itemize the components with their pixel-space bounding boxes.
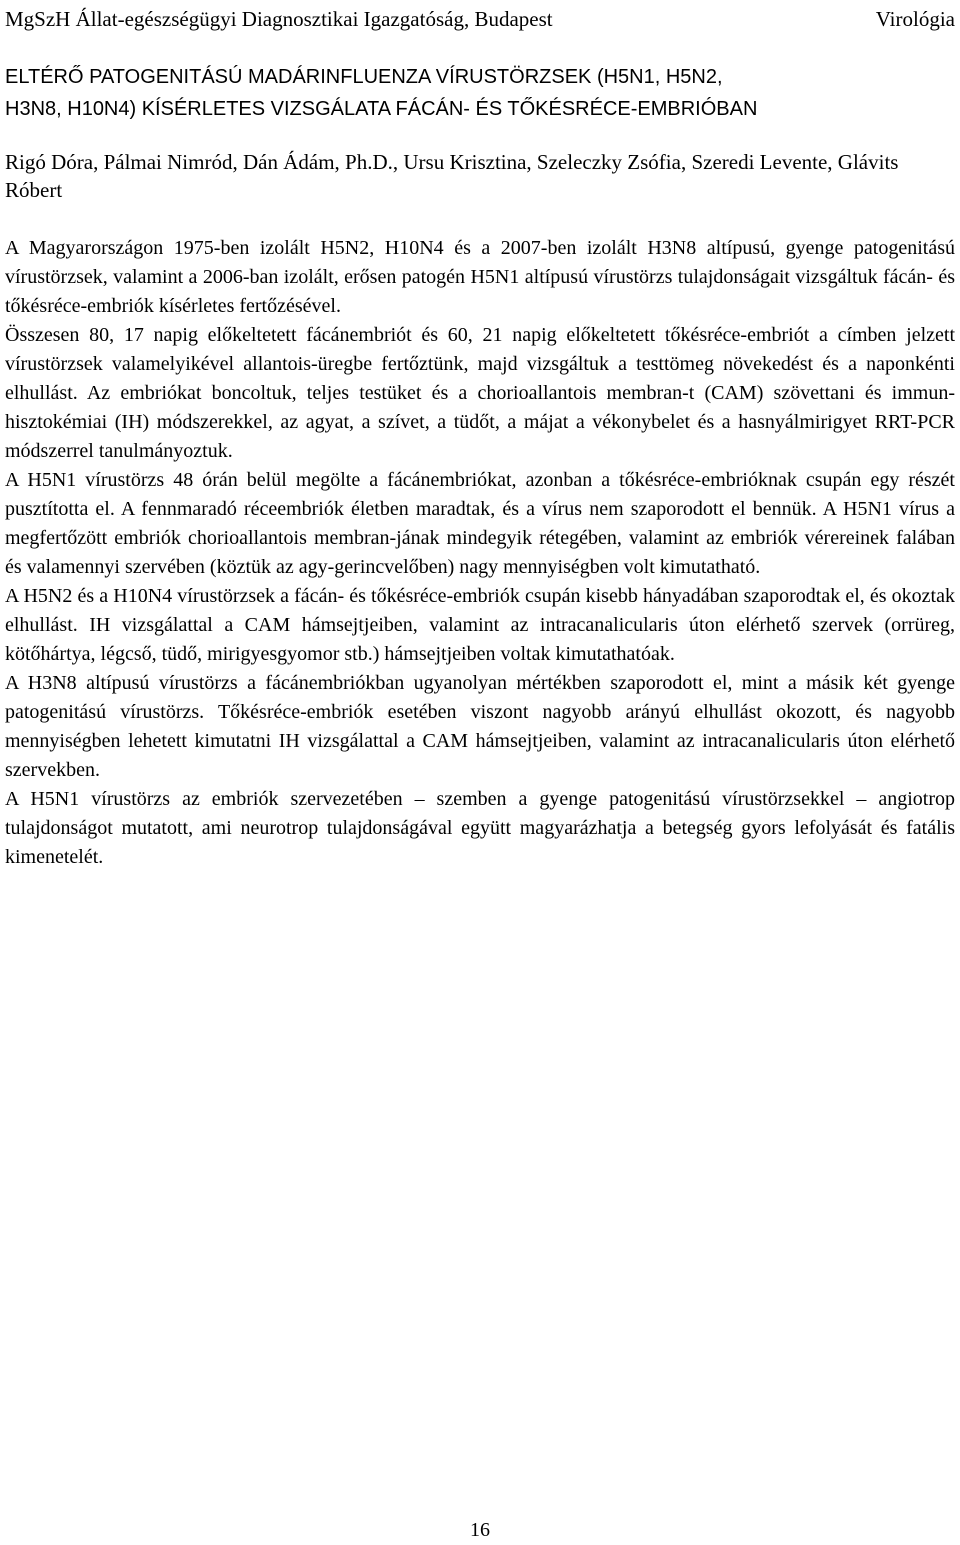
article-title-line-2: H3N8, H10N4) KÍSÉRLETES VIZSGÁLATA FÁCÁN- ÉS TŐKÉSRÉCE-EMBRIÓBAN <box>5 98 758 120</box>
article-title <box>5 61 955 125</box>
paragraph-h5n2-h10n4-results: A H5N2 és a H10N4 vírustörzsek a fácán- és tőkésréce-embriók csupán kisebb hányadában szaporodtak el, és okoztak elhullást. IH vizsgálattal a CAM hámsejtjeiben, valamint az intracanalicularis úton elérhető szervek (orrüreg, kötőhártya, légcső, tüdő, mirigyesgyomor stb.) hámsejtjeiben voltak kimutathatóak. <box>5 585 955 665</box>
running-header <box>5 6 955 32</box>
header-institution: MgSzH Állat-egészségügyi Diagnosztikai Igazgatóság, Budapest <box>5 7 553 31</box>
paragraph-conclusion: A H5N1 vírustörzs az embriók szervezetében – szemben a gyenge patogenitású vírustörzsekkel – angiotrop tulajdonságot mutatott, ami neurotrop tulajdonságával együtt magyarázhatja a betegség gyors lefolyását és fatális kimenetelét. <box>5 788 955 868</box>
paragraph-methods: Összesen 80, 17 napig előkeltetett fácánembriót és 60, 21 napig előkeltetett tőkésréce-embriót a címben jelzett vírustörzsek valamelyikével allantois-üregbe fertőztünk, majd vizsgáltuk a testtömeg növekedést és a naponkénti elhullást. Az embriókat boncoltuk, teljes testüket és a chorioallantois membran-t (CAM) szövettani és immun-hisztokémiai (IH) módszerekkel, az agyat, a szívet, a tüdőt, a májat a vékonybelet és a hasnyálmirigyet RRT-PCR módszerrel tanulmányoztuk. <box>5 324 955 462</box>
article-title-line-1: ELTÉRŐ PATOGENITÁSÚ MADÁRINFLUENZA VÍRUSTÖRZSEK (H5N1, H5N2, <box>5 66 723 88</box>
header-section: Virológia <box>875 7 955 31</box>
paragraph-intro: A Magyarországon 1975-ben izolált H5N2, H10N4 és a 2007-ben izolált H3N8 altípusú, gyenge patogenitású vírustörzsek, valamint a 2006-ban izolált, erősen patogén H5N1 altípusú vírustörzs tulajdonságait vizsgáltuk fácán- és tőkésréce-embriók kísérletes fertőzésével. <box>5 237 955 317</box>
abstract-body <box>5 234 955 872</box>
author-list: Rigó Dóra, Pálmai Nimród, Dán Ádám, Ph.D., Ursu Krisztina, Szeleczky Zsófia, Szeredi Levente, Glávits Róbert <box>5 150 899 202</box>
paragraph-h5n1-results: A H5N1 vírustörzs 48 órán belül megölte a fácánembriókat, azonban a tőkésréce-embrióknak csupán egy részét pusztította el. A fennmaradó réceembriók életben maradtak, és a vírus nem szaporodott el bennük. A H5N1 vírus a megfertőzött embriók chorioallantois membran-jának mindegyik rétegében, valamint az embriók vérereinek falában és valamennyi szervében (köztük az agy-gerincvelőben) nagy mennyiségben volt kimutatható. <box>5 469 955 578</box>
paragraph-h3n8-results: A H3N8 altípusú vírustörzs a fácánembriókban ugyanolyan mértékben szaporodott el, mint a másik két gyenge patogenitású vírustörzs. Tőkésréce-embriók esetében viszont nagyobb arányú elhullást okozott, és nagyobb mennyiségben lehetett kimutatni IH vizsgálattal a CAM hámsejtjeiben, valamint az intracanalicularis úton elérhető szervekben. <box>5 672 955 781</box>
page-number: 16 <box>470 1519 490 1541</box>
